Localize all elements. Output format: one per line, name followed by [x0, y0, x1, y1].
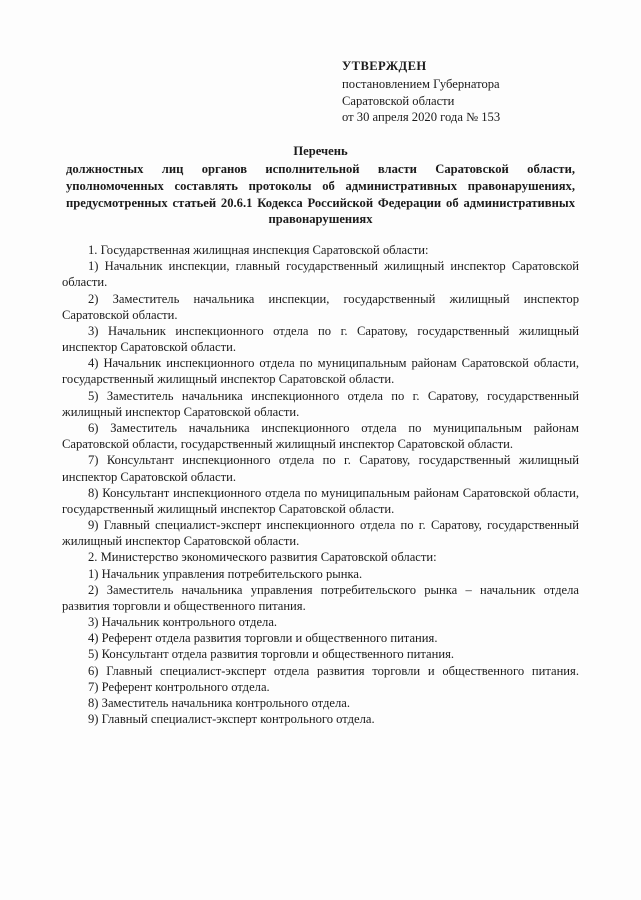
body-paragraph: 4) Референт отдела развития торговли и общественного питания. [88, 631, 438, 646]
body-paragraph: 1. Государственная жилищная инспекция Саратовской области: [88, 243, 429, 258]
body-paragraph: 2) Заместитель начальника управления потребительского рынка – начальник отдела развития торговли и общественного питания. [62, 582, 579, 613]
approval-line-3: от 30 апреля 2020 года № 153 [342, 110, 501, 125]
body-paragraph: 7) Референт контрольного отдела. [88, 679, 270, 694]
body-paragraph: 7) Консультант инспекционного отдела по г. Саратову, государственный жилищный инспектор Саратовской области. [62, 453, 579, 484]
body-paragraph: 3) Начальник инспекционного отдела по г. Саратову, государственный жилищный инспектор Саратовской области. [62, 323, 579, 355]
body-paragraph: 4) Начальник инспекционного отдела по муниципальным районам Саратовской области, государственный жилищный инспектор Саратовской области. [62, 356, 579, 387]
body-paragraph: 6) Заместитель начальника инспекционного отдела по муниципальным районам Саратовской области, государственный жилищный инспектор Саратовской области. [62, 421, 579, 452]
approval-block [342, 58, 579, 125]
body-paragraph: 1) Начальник управления потребительского рынка. [88, 566, 363, 581]
body-paragraph: 1) Начальник инспекции, главный государственный жилищный инспектор Саратовской области. [62, 259, 579, 290]
body-paragraph: 9) Главный специалист-эксперт инспекционного отдела по г. Саратову, государственный жилищный инспектор Саратовской области. [62, 518, 579, 549]
document-heading [62, 143, 579, 228]
heading-main: Перечень [293, 144, 348, 159]
approval-line-2: Саратовской области [342, 93, 455, 108]
body-paragraph: 2) Заместитель начальника инспекции, государственный жилищный инспектор Саратовской области. [62, 291, 579, 322]
body-paragraph: 5) Консультант отдела развития торговли и общественного питания. [88, 647, 455, 662]
body-paragraph: 3) Начальник контрольного отдела. [88, 615, 278, 630]
approval-line-1: постановлением Губернатора [342, 77, 500, 92]
body-paragraph: 9) Главный специалист-эксперт контрольного отдела. [88, 712, 375, 727]
document-body [62, 242, 579, 727]
body-paragraph: 8) Заместитель начальника контрольного отдела. [88, 695, 350, 710]
body-paragraph: 2. Министерство экономического развития Саратовской области: [88, 550, 437, 565]
body-paragraph: 8) Консультант инспекционного отдела по муниципальным районам Саратовской области, государственный жилищный инспектор Саратовской области. [62, 485, 579, 516]
body-paragraph: 6) Главный специалист-эксперт отдела развития торговли и общественного питания. [88, 663, 579, 678]
approval-title: УТВЕРЖДЕН [342, 59, 427, 73]
heading-sub: должностных лиц органов исполнительной власти Саратовской области, уполномоченных составлять протоколы об административных правонарушениях, предусмотренных статьей 20.6.1 Кодекса Российской Федерации об административных правонарушениях [66, 162, 575, 227]
body-paragraph: 5) Заместитель начальника инспекционного отдела по г. Саратову, государственный жилищный инспектор Саратовской области. [62, 388, 579, 419]
